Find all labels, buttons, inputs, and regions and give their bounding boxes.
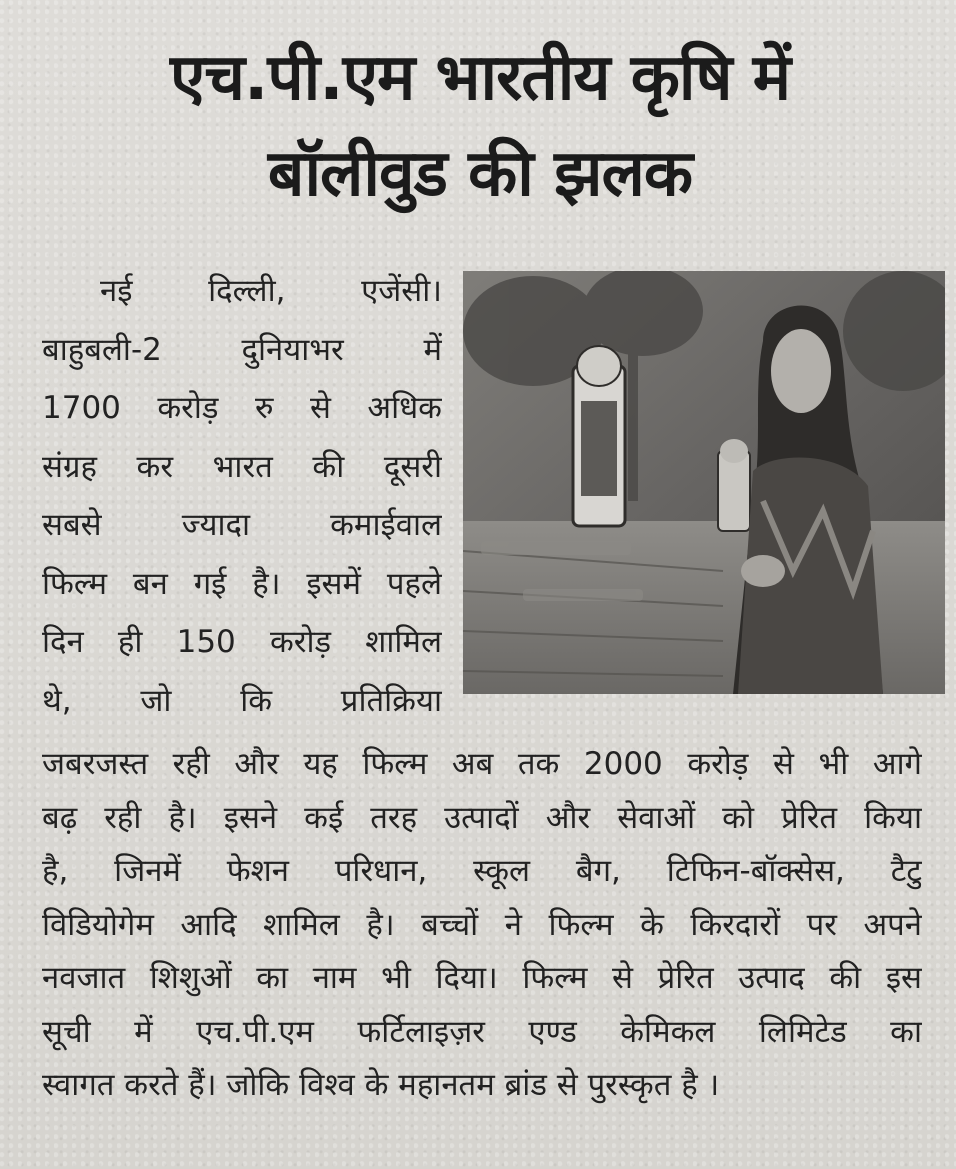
intro-line: दिन ही 150 करोड़ शामिल bbox=[42, 624, 442, 660]
product-bottle-small bbox=[718, 439, 750, 531]
intro-line: 1700 करोड़ रु से अधिक bbox=[42, 390, 442, 426]
dateline: नई दिल्ली, एजेंसी। bbox=[100, 273, 442, 309]
headline-line-1: एच.पी.एम भारतीय कृषि में bbox=[169, 41, 790, 115]
photo-illustration bbox=[463, 271, 945, 694]
advertisement-photo bbox=[463, 271, 945, 694]
intro-line: संग्रह कर भारत की दूसरी bbox=[42, 448, 442, 485]
body-line: बढ़ रही है। इसने कई तरह उत्पादों और सेवाओं को प्रेरित किया bbox=[42, 799, 922, 836]
headline bbox=[60, 30, 900, 222]
body-line: सूची में एच.पी.एम फर्टिलाइज़र एण्ड केमिकल लिमिटेड का bbox=[42, 1013, 922, 1050]
product-bottle-large bbox=[573, 346, 625, 526]
headline-line-2: बॉलीवुड की झलक bbox=[267, 137, 693, 211]
body-line: विडियोगेम आदि शामिल है। बच्चों ने फिल्म के किरदारों पर अपने bbox=[42, 906, 922, 943]
body-line: जबरजस्त रही और यह फिल्म अब तक 2000 करोड़ से भी आगे bbox=[42, 746, 922, 782]
intro-line: थे, जो कि प्रतिक्रिया bbox=[42, 682, 442, 719]
body-line: स्वागत करते हैं। जोकि विश्व के महानतम ब्रांड से पुरस्कृत है । bbox=[42, 1067, 720, 1103]
intro-line: बाहुबली-2 दुनियाभर में bbox=[42, 331, 442, 368]
intro-column bbox=[42, 262, 442, 730]
body-paragraph bbox=[42, 738, 922, 1113]
body-line: नवजात शिशुओं का नाम भी दिया। फिल्म से प्रेरित उत्पाद की इस bbox=[42, 960, 922, 996]
intro-line: फिल्म बन गई है। इसमें पहले bbox=[42, 565, 442, 602]
intro-line: सबसे ज्यादा कमाईवाल bbox=[42, 507, 442, 543]
body-line: है, जिनमें फेशन परिधान, स्कूल बैग, टिफिन-बॉक्सेस, टैटु bbox=[42, 853, 922, 889]
